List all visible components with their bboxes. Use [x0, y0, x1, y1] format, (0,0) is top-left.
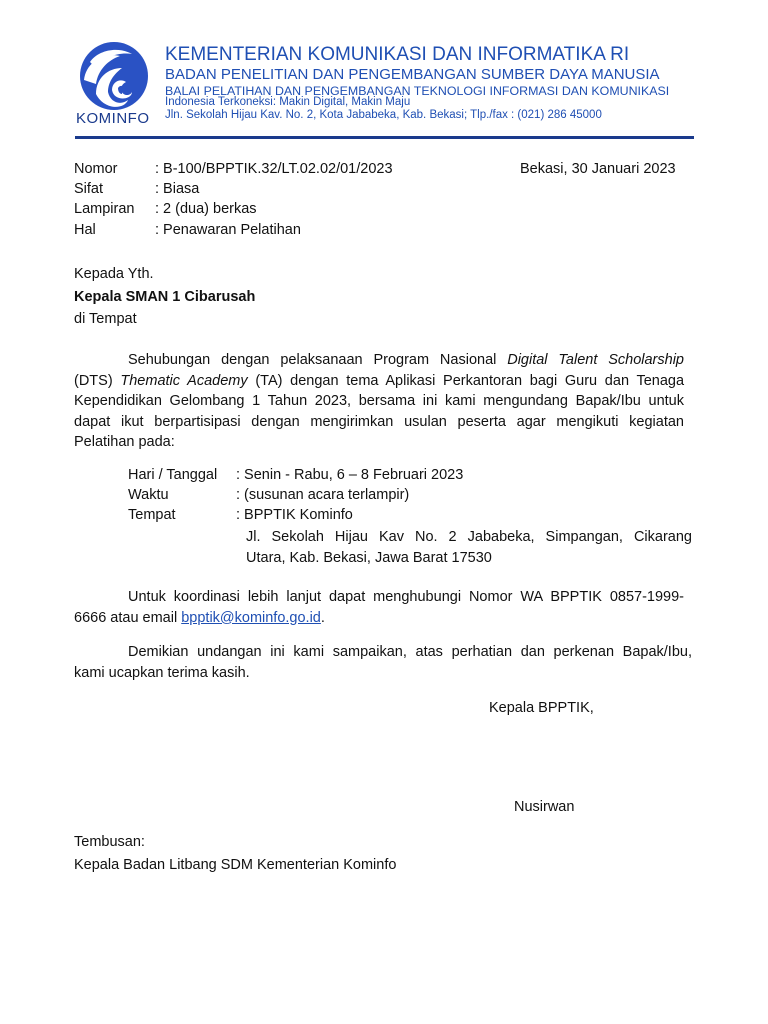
tempat-label: Tempat: [128, 507, 176, 523]
paragraph-closing: [74, 642, 692, 683]
intro-academy-name: Thematic Academy: [120, 372, 248, 389]
intro-program-name: Digital Talent Scholarship: [507, 352, 684, 368]
closing-text-2: kami ucapkan terima kasih.: [74, 664, 250, 681]
header-tagline: Indonesia Terkoneksi: Makin Digital, Makin Maju: [165, 96, 411, 108]
nomor-value: : B-100/BPPTIK.32/LT.02.02/01/2023: [155, 161, 393, 177]
header-ministry: KEMENTERIAN KOMUNIKASI DAN INFORMATIKA RI: [165, 44, 630, 65]
sifat-value: : Biasa: [155, 181, 200, 197]
intro-text-3: Kependidikan Gelombang 1 Tahun 2023, bersama ini kami mengundang Bapak/Ibu untuk: [74, 393, 684, 410]
intro-text-4: dapat ikut berpartisipasi dengan mengirimkan usulan peserta agar mengikuti kegiatan: [74, 413, 684, 430]
signature-title: Kepala BPPTIK,: [489, 700, 594, 716]
cc-label: Tembusan:: [74, 834, 145, 850]
lampiran-value: : 2 (dua) berkas: [155, 201, 257, 217]
sifat-label: Sifat: [74, 181, 104, 197]
header-institute: BALAI PELATIHAN DAN PENGEMBANGAN TEKNOLOGI INFORMASI DAN KOMUNIKASI: [165, 84, 670, 98]
hal-label: Hal: [74, 222, 96, 238]
tempat-value: : BPPTIK Kominfo: [236, 507, 353, 523]
contact-text-2: 6666 atau email: [74, 609, 182, 626]
recipient-name: Kepala SMAN 1 Cibarusah: [74, 289, 256, 305]
header-divider: [75, 136, 694, 139]
waktu-value: : (susunan acara terlampir): [236, 487, 410, 503]
intro-text-1: Sehubungan dengan pelaksanaan Program Nasional: [128, 352, 508, 368]
nomor-label: Nomor: [74, 161, 118, 177]
hal-value: : Penawaran Pelatihan: [155, 222, 301, 238]
letter-date: Bekasi, 30 Januari 2023: [520, 161, 676, 177]
venue-address-2: Utara, Kab. Bekasi, Jawa Barat 17530: [246, 549, 492, 566]
contact-text-end: .: [320, 609, 325, 626]
recipient-greeting: Kepada Yth.: [74, 266, 154, 282]
header-agency: BADAN PENELITIAN DAN PENGEMBANGAN SUMBER DAYA MANUSIA: [165, 66, 660, 83]
header-address: Jln. Sekolah Hijau Kav. No. 2, Kota Jababeka, Kab. Bekasi; Tlp./fax : (021) 286 45000: [165, 109, 602, 121]
contact-text-1: Untuk koordinasi lebih lanjut dapat menghubungi Nomor WA BPPTIK 0857-1999-: [128, 589, 684, 605]
paragraph-contact: [74, 587, 684, 628]
hari-value: : Senin - Rabu, 6 – 8 Februari 2023: [236, 467, 464, 483]
lampiran-label: Lampiran: [74, 201, 135, 217]
recipient-place: di Tempat: [74, 311, 137, 327]
contact-email-link[interactable]: bpptik@kominfo.go.id: [181, 609, 321, 626]
logo-wordmark: KOMINFO: [76, 110, 150, 127]
intro-text-2a: (DTS): [74, 372, 121, 389]
intro-text-2c: (TA) dengan tema Aplikasi Perkantoran bagi Guru dan Tenaga: [247, 372, 685, 389]
cc-item: Kepala Badan Litbang SDM Kementerian Kominfo: [74, 857, 397, 873]
closing-text-1: Demikian undangan ini kami sampaikan, atas perhatian dan perkenan Bapak/Ibu,: [128, 644, 692, 660]
signature-name: Nusirwan: [514, 799, 575, 815]
intro-text-5: Pelatihan pada:: [74, 434, 175, 451]
paragraph-intro: [74, 350, 684, 453]
hari-label: Hari / Tanggal: [128, 467, 218, 483]
venue-address: [246, 527, 692, 568]
waktu-label: Waktu: [128, 487, 169, 503]
venue-address-1: Jl. Sekolah Hijau Kav No. 2 Jababeka, Simpangan, Cikarang: [246, 529, 692, 545]
